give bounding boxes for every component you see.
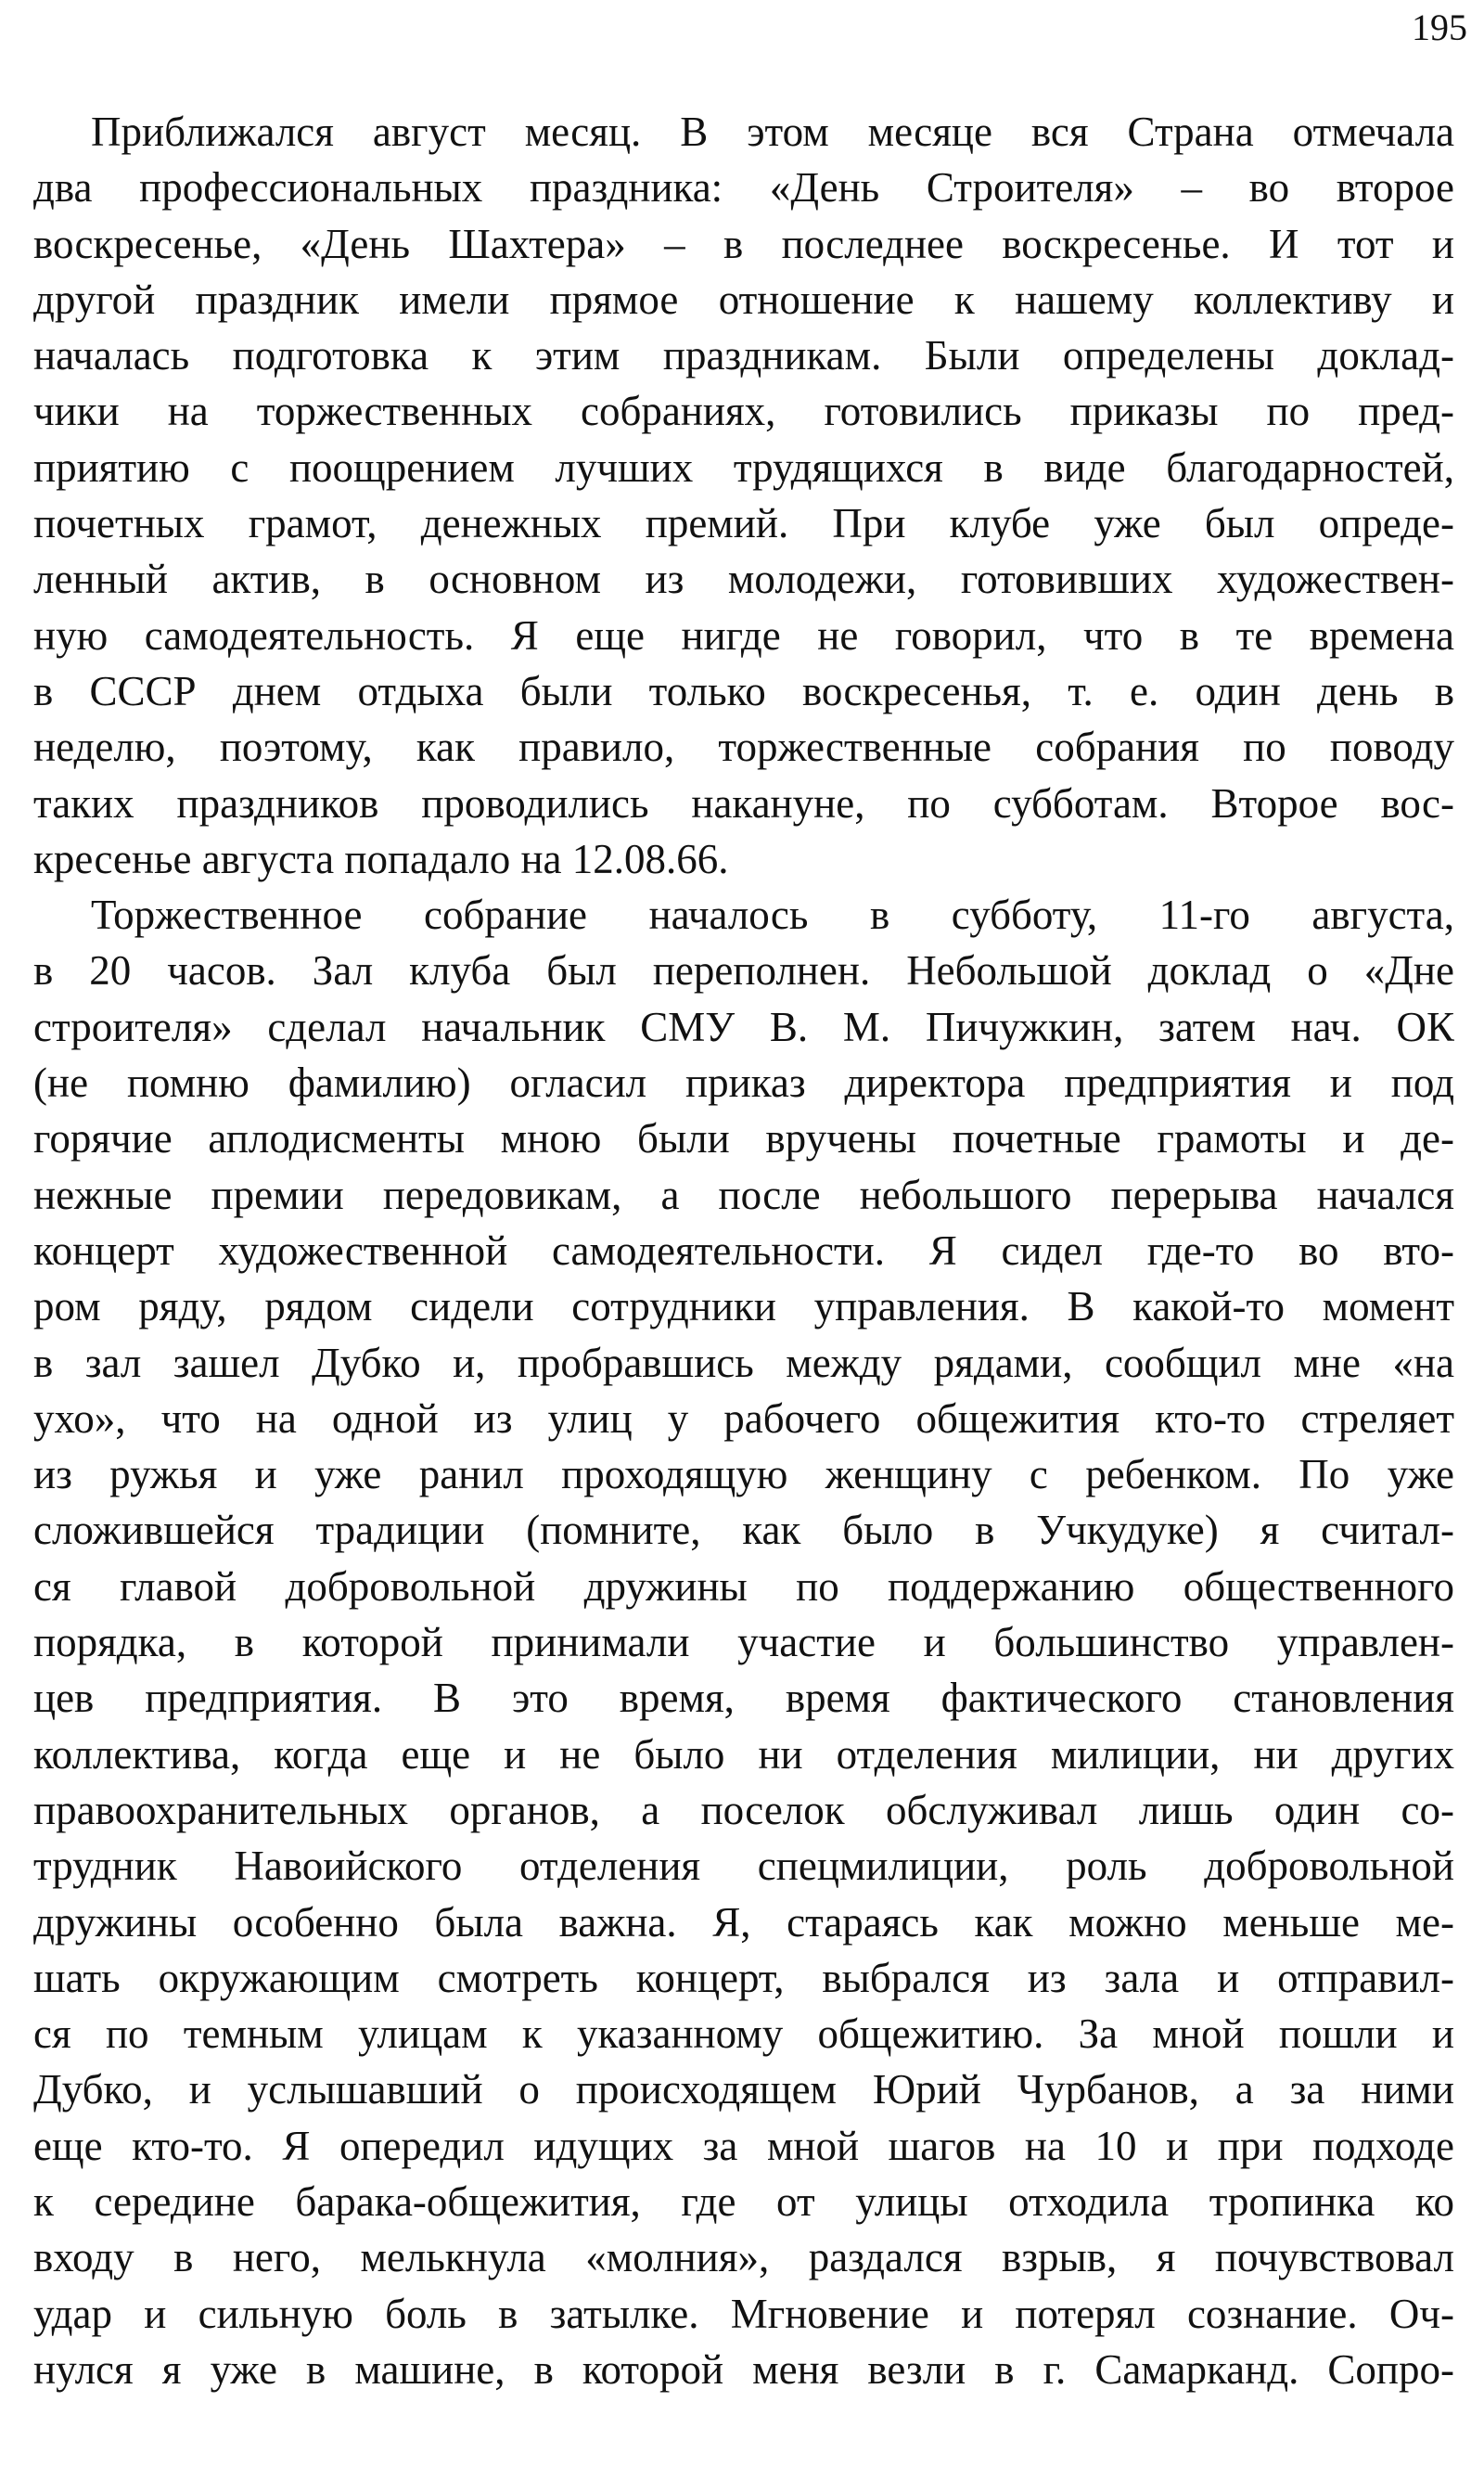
text-line: в зал зашел Дубко и, пробравшись между рядами, сообщил мне «на (33, 1339, 1454, 1386)
text-line: Приближался август месяц. В этом месяце вся Страна отмечала (91, 109, 1454, 155)
text-line: еще кто-то. Я опередил идущих за мной шагов на 10 и при подходе (33, 2122, 1454, 2169)
text-line: Дубко, и услышавший о происходящем Юрий Чурбанов, а за ними (33, 2066, 1454, 2113)
body-text (33, 104, 1454, 2397)
text-line: кресенье августа попадало на 12.08.66. (33, 835, 729, 882)
paragraph-1 (33, 104, 1454, 887)
text-line: горячие аплодисменты мною были вручены почетные грамоты и де- (33, 1115, 1454, 1162)
text-line: Торжественное собрание началось в субботу, 11-го августа, (91, 892, 1454, 939)
text-line: порядка, в которой принимали участие и большинство управлен- (33, 1619, 1454, 1666)
text-line: коллектива, когда еще и не было ни отделения милиции, ни других (33, 1730, 1454, 1778)
text-line: ную самодеятельность. Я еще нигде не говорил, что в те времена (33, 611, 1454, 659)
text-line: строителя» сделал начальник СМУ В. М. Пичужкин, затем нач. ОК (33, 1003, 1454, 1050)
text-line: в СССР днем отдыха были только воскресенья, т. е. один день в (33, 667, 1454, 714)
text-line: чики на торжественных собраниях, готовились приказы по пред- (33, 388, 1454, 435)
text-line: воскресенье, «День Шахтера» – в последнее воскресенье. И тот и (33, 220, 1454, 267)
text-line: трудник Навоийского отделения спецмилиции, роль добровольной (33, 1843, 1454, 1890)
text-line: дружины особенно была важна. Я, стараясь как можно меньше ме- (33, 1898, 1454, 1946)
text-line: из ружья и уже ранил проходящую женщину с ребенком. По уже (33, 1451, 1454, 1498)
text-line: два профессиональных праздника: «День Строителя» – во второе (33, 164, 1454, 212)
page-number: 195 (1412, 6, 1467, 48)
text-line: удар и сильную боль в затылке. Мгновение и потерял сознание. Оч- (33, 2290, 1454, 2337)
text-line: ром ряду, рядом сидели сотрудники управления. В какой-то момент (33, 1283, 1454, 1330)
text-line: ся главой добровольной дружины по поддержанию общественного (33, 1562, 1454, 1610)
text-line: входу в него, мелькнула «молния», раздался взрыв, я почувствовал (33, 2234, 1454, 2281)
text-line: ленный актив, в основном из молодежи, готовивших художествен- (33, 556, 1454, 603)
text-line: нулся я уже в машине, в которой меня везли в г. Самарканд. Сопро- (33, 2345, 1454, 2393)
text-line: неделю, поэтому, как правило, торжественные собрания по поводу (33, 724, 1454, 771)
text-line: правоохранительных органов, а поселок обслуживал лишь один со- (33, 1786, 1454, 1833)
text-line: (не помню фамилию) огласил приказ директора предприятия и под (33, 1060, 1454, 1107)
text-line: шать окружающим смотреть концерт, выбрался из зала и отправил- (33, 1954, 1454, 2001)
text-line: сложившейся традиции (помните, как было в Учкудуке) я считал- (33, 1507, 1454, 1554)
text-line: концерт художественной самодеятельности. Я сидел где-то во вто- (33, 1227, 1454, 1274)
text-line: ся по темным улицам к указанному общежитию. За мной пошли и (33, 2010, 1454, 2058)
text-line: другой праздник имели прямое отношение к нашему коллективу и (33, 276, 1454, 323)
text-line: приятию с поощрением лучших трудящихся в виде благодарностей, (33, 443, 1454, 491)
text-line: почетных грамот, денежных премий. При клубе уже был опреде- (33, 500, 1454, 547)
text-line: в 20 часов. Зал клуба был переполнен. Небольшой доклад о «Дне (33, 947, 1454, 995)
text-line: цев предприятия. В это время, время фактического становления (33, 1675, 1454, 1722)
paragraph-2 (33, 887, 1454, 2397)
text-line: нежные премии передовикам, а после небольшого перерыва начался (33, 1171, 1454, 1218)
text-line: началась подготовка к этим праздникам. Были определены доклад- (33, 332, 1454, 379)
text-line: к середине барака-общежития, где от улицы отходила тропинка ко (33, 2177, 1454, 2225)
text-line: таких праздников проводились накануне, по субботам. Второе вос- (33, 779, 1454, 827)
text-line: ухо», что на одной из улиц у рабочего общежития кто-то стреляет (33, 1394, 1454, 1442)
